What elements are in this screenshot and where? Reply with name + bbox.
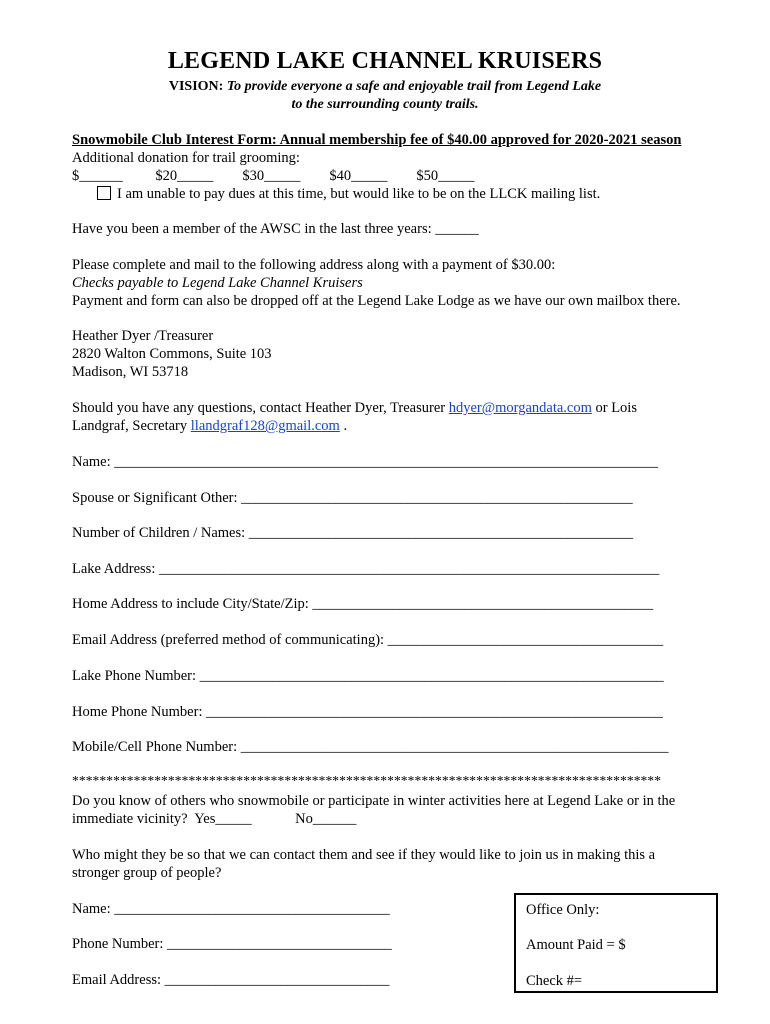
checks-payable: Checks payable to Legend Lake Channel Kruisers: [72, 275, 363, 291]
referral-question-2-line-2: stronger group of people?: [72, 865, 222, 881]
mailing-instruction: Please complete and mail to the following address along with a payment of $30.00:: [72, 257, 556, 273]
vision-text-2: to the surrounding county trails.: [291, 97, 479, 112]
vision-label: VISION:: [168, 79, 224, 94]
spouse-field[interactable]: Spouse or Significant Other: ______________________________________________________: [72, 490, 633, 506]
awsc-question[interactable]: Have you been a member of the AWSC in the last three years: ______: [72, 221, 479, 237]
children-field[interactable]: Number of Children / Names: _____________________________________________________: [72, 525, 634, 541]
vision-text-1: To provide everyone a safe and enjoyable trail from Legend Lake: [226, 79, 602, 94]
donation-amounts[interactable]: $______ $20_____ $30_____ $40_____ $50_____: [72, 168, 475, 184]
contact-text-3: Landgraf, Secretary: [72, 418, 188, 434]
membership-heading: Snowmobile Club Interest Form: Annual membership fee of $40.00 approved for 2020-2021 season: [72, 132, 682, 148]
email-field[interactable]: Email Address (preferred method of communicating): ______________________________________: [72, 632, 664, 648]
contact-text-4: .: [343, 418, 348, 434]
home-phone-field[interactable]: Home Phone Number: _______________________________________________________________: [72, 704, 663, 720]
referral-question-1-line-2[interactable]: immediate vicinity? Yes_____ No______: [72, 811, 357, 827]
referral-name-field[interactable]: Name: ______________________________________: [72, 901, 390, 917]
separator-line: **************************************************************************************: [72, 773, 662, 788]
dropoff-note: Payment and form can also be dropped off at the Legend Lake Lodge as we have our own mailbox there.: [72, 293, 681, 309]
referral-question-2-line-1: Who might they be so that we can contact them and see if they would like to join us in making this a: [72, 847, 656, 863]
address-city: Madison, WI 53718: [72, 364, 189, 380]
name-field[interactable]: Name: ___________________________________________________________________________: [72, 454, 659, 470]
unable-to-pay-label: I am unable to pay dues at this time, but would like to be on the LLCK mailing list.: [117, 186, 601, 202]
lake-address-field[interactable]: Lake Address: _____________________________________________________________________: [72, 561, 660, 577]
office-only-box: [514, 893, 718, 993]
vision-line-2: [0, 96, 770, 114]
unable-to-pay-row: [97, 185, 600, 203]
address-street: 2820 Walton Commons, Suite 103: [72, 346, 272, 362]
donation-label: Additional donation for trail grooming:: [72, 150, 300, 166]
contact-line-1: [72, 399, 637, 417]
contact-text-1: Should you have any questions, contact Heather Dyer, Treasurer: [72, 400, 446, 416]
referral-phone-field[interactable]: Phone Number: _______________________________: [72, 936, 392, 952]
lake-phone-field[interactable]: Lake Phone Number: ________________________________________________________________: [72, 668, 664, 684]
office-only-title: Office Only:: [526, 902, 600, 918]
contact-line-2: [72, 417, 347, 435]
address-name: Heather Dyer /Treasurer: [72, 328, 214, 344]
vision-line-1: [0, 78, 770, 96]
treasurer-email-link[interactable]: hdyer@morgandata.com: [448, 400, 592, 416]
home-address-field[interactable]: Home Address to include City/State/Zip: _______________________________________________: [72, 596, 654, 612]
amount-paid-field[interactable]: Amount Paid = $: [526, 937, 626, 953]
form-title: LEGEND LAKE CHANNEL KRUISERS: [167, 48, 603, 74]
referral-email-field[interactable]: Email Address: _______________________________: [72, 972, 390, 988]
check-number-field[interactable]: Check #=: [526, 973, 583, 989]
secretary-email-link[interactable]: llandgraf128@gmail.com: [190, 418, 340, 434]
mobile-phone-field[interactable]: Mobile/Cell Phone Number: ___________________________________________________________: [72, 739, 669, 755]
contact-text-2: or Lois: [595, 400, 637, 416]
mailing-list-checkbox[interactable]: [97, 186, 111, 200]
referral-question-1-line-1: Do you know of others who snowmobile or participate in winter activities here at Legend Lake or in the: [72, 793, 676, 809]
